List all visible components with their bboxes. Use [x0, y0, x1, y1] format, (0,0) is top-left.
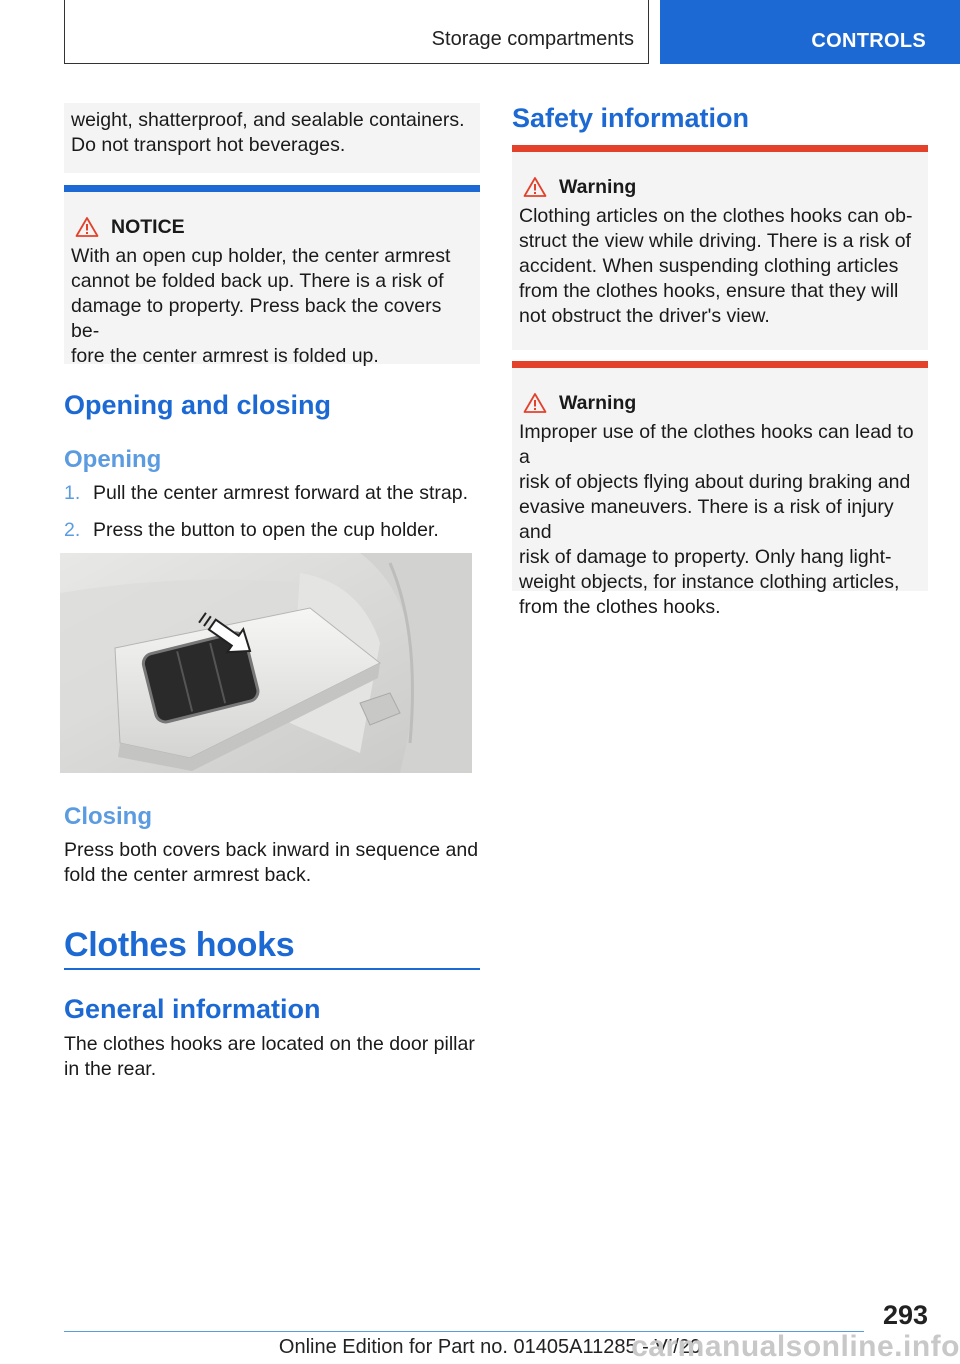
step-text: Press the button to open the cup holder. — [93, 519, 439, 541]
warning-line: Clothing articles on the clothes hooks can ob- — [519, 205, 913, 227]
clothes-hooks-heading: Clothes hooks — [64, 926, 295, 964]
warning-triangle-icon — [523, 392, 547, 414]
warning-bar — [512, 361, 928, 368]
footer-edition: Online Edition for Part no. 01405A11285 - VI/20 — [278, 1336, 702, 1358]
warning-bar — [512, 145, 928, 152]
notice-line: damage to property. Press back the covers be- — [71, 295, 442, 342]
warning-line: accident. When suspending clothing articles — [519, 255, 899, 277]
header-chapter-title: CONTROLS — [811, 30, 926, 52]
warning-line: weight objects, for instance clothing articles, — [519, 571, 900, 593]
warning-line: not obstruct the driver's view. — [519, 305, 770, 327]
warning-line: evasive maneuvers. There is a risk of injury and — [519, 496, 894, 543]
header-chapter-tab[interactable] — [660, 0, 960, 64]
step-text: Pull the center armrest forward at the strap. — [93, 482, 468, 504]
warning-title: Warning — [559, 175, 637, 198]
opening-closing-heading: Opening and closing — [64, 390, 332, 420]
warning-triangle-icon — [523, 176, 547, 198]
general-information-text — [64, 1032, 480, 1082]
notice-box — [64, 185, 480, 367]
header-section-tab — [64, 0, 649, 64]
page-number: 293 — [882, 1300, 928, 1330]
notice-line: cannot be folded back up. There is a risk of — [71, 270, 444, 292]
notice-line: fore the center armrest is folded up. — [71, 345, 379, 367]
warning-line: from the clothes hooks, ensure that they will — [519, 280, 899, 302]
warning-box-2 — [512, 361, 928, 618]
closing-text — [64, 838, 480, 888]
intro-line: Do not transport hot beverages. — [71, 134, 346, 156]
intro-info-box — [64, 103, 480, 173]
warning-line: struct the view while driving. There is a risk of — [519, 230, 911, 252]
closing-line: Press both covers back inward in sequence and — [64, 839, 479, 861]
notice-title: NOTICE — [111, 215, 185, 238]
watermark: carmanualsonline.info — [631, 1330, 960, 1363]
step-number: 2. — [64, 519, 81, 541]
notice-line: With an open cup holder, the center armrest — [71, 245, 451, 267]
notice-bar — [64, 185, 480, 192]
warning-triangle-icon — [75, 216, 99, 238]
step-number: 1. — [64, 482, 81, 504]
warning-line: risk of objects flying about during braking and — [519, 471, 911, 493]
general-info-line: The clothes hooks are located on the door pillar — [64, 1033, 475, 1055]
header-section-title: Storage compartments — [431, 28, 634, 50]
closing-line: fold the center armrest back. — [64, 864, 312, 886]
warning-line: from the clothes hooks. — [519, 596, 721, 618]
general-info-line: in the rear. — [64, 1058, 157, 1080]
heading-rule — [64, 968, 480, 970]
closing-heading: Closing — [64, 803, 152, 830]
armrest-illustration — [60, 553, 472, 773]
warning-line: Improper use of the clothes hooks can lead to a — [519, 421, 914, 468]
safety-information-heading: Safety information — [512, 103, 750, 133]
list-item — [64, 481, 480, 506]
warning-line: risk of damage to property. Only hang light- — [519, 546, 892, 568]
armrest-cupholder-photo — [60, 553, 472, 773]
opening-steps-list — [64, 481, 480, 555]
warning-title: Warning — [559, 391, 637, 414]
warning-box-1 — [512, 145, 928, 350]
general-information-heading: General information — [64, 994, 321, 1024]
opening-heading: Opening — [64, 446, 162, 473]
list-item — [64, 518, 480, 543]
intro-line: weight, shatterproof, and sealable containers. — [71, 109, 465, 131]
